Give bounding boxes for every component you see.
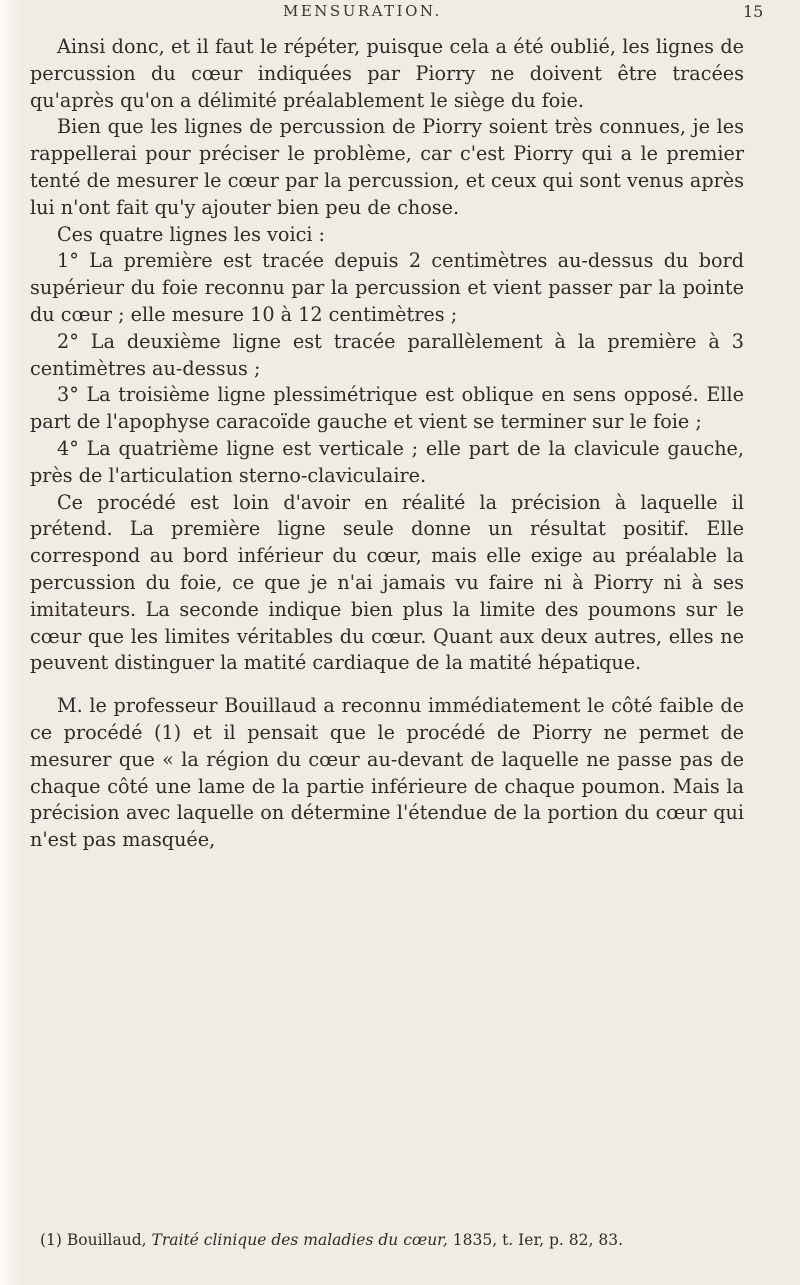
paragraph: 1° La première est tracée depuis 2 centimètres au-dessus du bord supérieur du foie reconnu par la percussion et vient passer par la pointe du cœur ; elle mesure 10 à 12 centimètres ; bbox=[30, 249, 744, 326]
paragraph: 2° La deuxième ligne est tracée parallèlement à la première à 3 centimètres au-dessus ; bbox=[30, 329, 744, 380]
footnote-marker: (1) bbox=[40, 1231, 62, 1249]
paragraph: 4° La quatrième ligne est verticale ; elle part de la clavicule gauche, près de l'articulation sterno-claviculaire. bbox=[30, 436, 744, 487]
paragraph: Bien que les lignes de percussion de Piorry soient très connues, je les rappellerai pour préciser le problème, car c'est Piorry qui a le premier tenté de mesurer le cœur par la percussion, et ceux qui sont venus après lui n'ont fait qu'y ajouter bien peu de chose. bbox=[30, 115, 744, 219]
paragraph: Ce procédé est loin d'avoir en réalité la précision à laquelle il prétend. La première ligne seule donne un résultat positif. Elle correspond au bord inférieur du cœur, mais elle exige au préalable la percussion du foie, ce que je n'ai jamais vu faire ni à Piorry ni à ses imitateurs. La seconde indique bien plus la limite des poumons sur le cœur que les limites véritables du cœur. Quant aux deux autres, elles ne peuvent distinguer la matité cardiaque de la matité hépatique. bbox=[30, 490, 744, 675]
footnote-details: 1835, t. Ier, p. 82, 83. bbox=[452, 1231, 624, 1249]
paragraph: M. le professeur Bouillaud a reconnu immédiatement le côté faible de ce procédé (1) et il pensait que le procédé de Piorry ne permet de mesurer que « la région du cœur au-devant de laquelle ne passe pas de chaque côté une lame de la partie inférieure de chaque poumon. Mais la précision avec laquelle on détermine l'étendue de la portion du cœur qui n'est pas masquée, bbox=[30, 694, 744, 852]
page-number: 15 bbox=[743, 2, 764, 21]
paragraph: 3° La troisième ligne plessimétrique est oblique en sens opposé. Elle part de l'apophyse caracoïde gauche et vient se terminer sur le foie ; bbox=[30, 383, 744, 434]
page-header bbox=[0, 2, 800, 24]
running-head: MENSURATION. bbox=[283, 2, 442, 20]
paragraph: Ces quatre lignes les voici : bbox=[57, 222, 326, 246]
footnote bbox=[40, 1230, 760, 1250]
paragraph: Ainsi donc, et il faut le répéter, puisque cela a été oublié, les lignes de percussion du cœur indiquées par Piorry ne doivent être tracées qu'après qu'on a délimité préalablement le siège du foie. bbox=[30, 35, 744, 112]
footnote-author: Bouillaud, bbox=[66, 1231, 147, 1249]
footnote-title: Traité clinique des maladies du cœur, bbox=[151, 1231, 448, 1249]
body-text bbox=[30, 34, 744, 854]
